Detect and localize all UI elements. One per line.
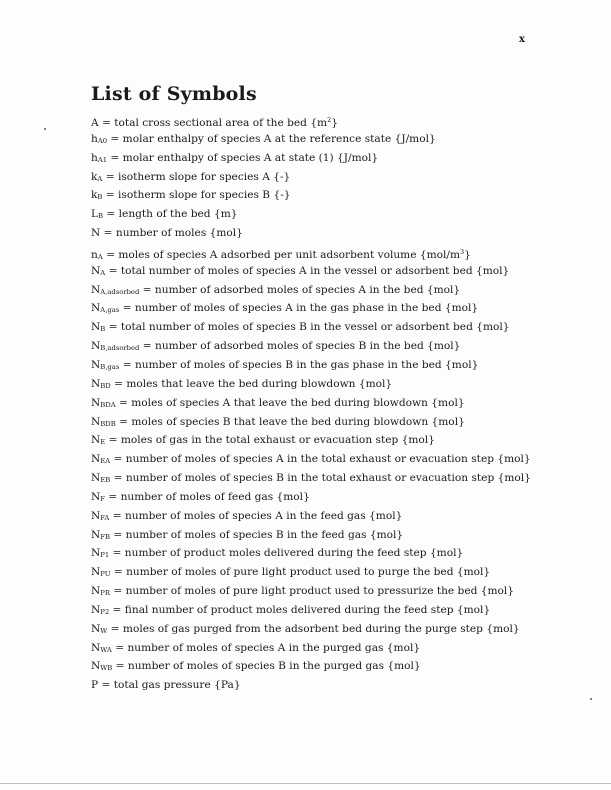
symbol-entry (91, 413, 596, 432)
symbol-entry (91, 149, 596, 168)
symbol-subscript: BD (100, 381, 111, 390)
symbol-base: A (91, 117, 99, 129)
symbol-definition (109, 604, 490, 616)
symbol-definition (110, 566, 490, 578)
symbol-base: N (91, 396, 101, 409)
symbol-notation (91, 453, 110, 465)
definition-text: = number of moles of species A in the total exhaust or evacuation step {mol} (110, 453, 531, 466)
symbol-notation (91, 416, 116, 428)
symbol-definition (105, 265, 509, 277)
bottom-rule (0, 783, 611, 784)
definition-text: = moles of species A adsorbed per unit adsorbent volume {mol/m (102, 248, 461, 261)
symbol-entry (91, 186, 596, 205)
definition-text-end: } (331, 117, 338, 129)
symbol-entry (91, 281, 596, 300)
symbol-definition (107, 152, 378, 164)
definition-text: = moles of species B that leave the bed during blowdown {mol} (115, 415, 465, 428)
symbol-notation (91, 660, 112, 672)
symbol-definition (107, 623, 519, 635)
definition-text: = number of moles of feed gas {mol} (105, 490, 310, 503)
symbol-entry (91, 243, 596, 262)
definition-text: = total number of moles of species A in the vessel or adsorbent bed {mol} (105, 264, 510, 277)
symbol-base: N (91, 585, 101, 598)
symbol-definition (110, 585, 514, 597)
symbol-notation (91, 265, 105, 277)
symbol-subscript: A (100, 268, 106, 277)
symbol-definition (103, 249, 471, 261)
symbol-notation (91, 208, 103, 220)
symbol-entry (91, 544, 596, 563)
symbol-notation (91, 340, 139, 352)
definition-text: = moles of gas in the total exhaust or evacuation step {mol} (105, 434, 435, 447)
symbol-base: N (91, 453, 101, 466)
symbol-notation (91, 321, 105, 333)
symbol-notation (91, 189, 102, 201)
unit-exponent: 2 (327, 116, 332, 124)
symbol-entry (91, 431, 596, 450)
symbol-definition (110, 529, 403, 541)
scan-speck (44, 128, 46, 130)
symbol-definition (112, 642, 420, 654)
symbol-notation (91, 171, 102, 183)
definition-text: = isotherm slope for species B {-} (102, 189, 291, 202)
symbol-subscript: B,gas (100, 362, 120, 371)
symbol-list (91, 111, 596, 695)
symbol-base: N (91, 528, 101, 541)
symbol-entry (91, 582, 596, 601)
symbol-subscript: BDB (100, 419, 116, 428)
symbol-base: N (91, 472, 101, 485)
symbol-base: N (91, 603, 101, 616)
symbol-definition (116, 416, 465, 428)
symbol-subscript: F (100, 494, 105, 503)
symbol-subscript: B (97, 193, 103, 202)
symbol-subscript: B (100, 325, 106, 334)
symbol-base: N (91, 622, 101, 635)
symbol-subscript: PR (100, 589, 110, 598)
symbol-base: k (91, 170, 98, 183)
symbol-notation (91, 152, 107, 164)
symbol-definition (105, 491, 310, 503)
definition-text: = moles that leave the bed during blowdown {mol} (110, 377, 393, 390)
symbol-base: N (91, 509, 101, 522)
unit-exponent: 3 (460, 247, 465, 256)
symbol-entry (91, 639, 596, 658)
symbol-entry (91, 262, 596, 281)
symbol-subscript: A,adsorbed (100, 287, 140, 296)
symbol-entry (91, 601, 596, 620)
symbol-entry (91, 394, 596, 413)
definition-text: = molar enthalpy of species A at the reference state {J/mol} (107, 132, 436, 145)
symbol-notation (91, 566, 110, 578)
symbol-base: P (91, 679, 99, 692)
symbol-definition (110, 453, 531, 465)
symbol-notation (91, 397, 116, 409)
symbol-notation (91, 623, 107, 635)
symbol-base: h (91, 132, 98, 145)
symbol-entry (91, 337, 596, 356)
symbol-definition (100, 227, 243, 239)
symbol-subscript: B (98, 212, 104, 221)
definition-text-end: } (464, 248, 471, 261)
definition-text: = number of moles of pure light product used to purge the bed {mol} (110, 566, 491, 579)
symbol-entry (91, 224, 596, 243)
symbol-subscript: W (100, 626, 108, 635)
symbol-notation (91, 510, 109, 522)
symbol-entry (91, 168, 596, 187)
symbol-definition (102, 189, 290, 201)
symbol-base: k (91, 189, 98, 202)
symbol-definition (139, 340, 460, 352)
symbol-entry (91, 356, 596, 375)
definition-text: = number of product moles delivered during the feed step {mol} (109, 547, 464, 560)
definition-text: = number of adsorbed moles of species B in the bed {mol} (139, 340, 461, 353)
symbol-notation (91, 378, 111, 390)
symbol-base: h (91, 151, 98, 164)
symbol-definition (116, 397, 465, 409)
symbol-definition (119, 302, 478, 314)
symbol-entry (91, 299, 596, 318)
symbol-base: N (91, 490, 101, 503)
symbol-notation (91, 359, 119, 371)
definition-text: = number of moles of species B in the gas phase in the bed {mol} (119, 358, 479, 371)
symbol-subscript: A0 (97, 136, 108, 145)
symbol-definition (103, 208, 237, 220)
page-number: x (519, 34, 525, 45)
symbol-entry (91, 205, 596, 224)
symbol-definition (99, 117, 338, 129)
symbol-base: N (91, 547, 101, 560)
scan-speck (590, 698, 592, 700)
symbol-definition (107, 133, 436, 145)
symbol-notation (91, 491, 105, 503)
definition-text: = number of moles of species B in the feed gas {mol} (110, 528, 404, 541)
symbol-notation (91, 642, 112, 654)
symbol-entry (91, 526, 596, 545)
symbol-base: N (91, 434, 101, 447)
definition-text: = number of moles of pure light product used to pressurize the bed {mol} (109, 585, 515, 598)
symbol-subscript: A (97, 174, 103, 183)
symbol-base: n (91, 248, 98, 261)
symbol-notation (91, 529, 110, 541)
symbol-definition (109, 547, 463, 559)
symbol-entry (91, 620, 596, 639)
definition-text: = isotherm slope for species A {-} (102, 170, 291, 183)
symbol-definition (109, 510, 402, 522)
definition-text: = number of moles of species B in the total exhaust or evacuation step {mol} (110, 472, 531, 485)
symbol-base: N (91, 660, 101, 673)
symbol-subscript: A (97, 252, 103, 261)
symbol-subscript: A,gas (100, 306, 120, 315)
symbol-entry (91, 130, 596, 149)
symbol-base: N (91, 358, 101, 371)
symbol-notation (91, 227, 100, 239)
symbol-base: N (91, 566, 101, 579)
symbol-subscript: BDA (100, 400, 116, 409)
symbol-subscript: P1 (100, 551, 110, 560)
symbol-notation (91, 547, 109, 559)
definition-text: = molar enthalpy of species A at state (1) {J/mol} (107, 151, 379, 164)
symbol-base: N (91, 377, 101, 390)
symbol-notation (91, 585, 110, 597)
definition-text: = final number of product moles delivered during the feed step {mol} (109, 603, 491, 616)
symbol-subscript: A1 (97, 155, 108, 164)
symbol-subscript: E (100, 438, 106, 447)
symbol-entry (91, 488, 596, 507)
symbol-base: N (91, 340, 101, 353)
symbol-subscript: B,adsorbed (100, 344, 140, 353)
symbol-base: N (91, 415, 101, 428)
symbol-entry (91, 450, 596, 469)
symbol-notation (91, 302, 119, 314)
symbol-entry (91, 111, 596, 130)
symbol-notation (91, 249, 103, 261)
symbol-base: N (91, 321, 101, 334)
symbol-definition (119, 359, 478, 371)
symbol-entry (91, 676, 596, 695)
symbol-subscript: FA (100, 513, 110, 522)
definition-text: = total number of moles of species B in the vessel or adsorbent bed {mol} (105, 321, 510, 334)
symbol-base: L (91, 208, 99, 221)
symbol-definition (105, 321, 509, 333)
symbol-entry (91, 469, 596, 488)
symbol-definition (112, 660, 420, 672)
symbol-base: N (91, 302, 101, 315)
definition-text: = total gas pressure {Pa} (98, 679, 241, 692)
symbol-definition (110, 472, 531, 484)
definition-text: = number of moles of species A in the gas phase in the bed {mol} (119, 302, 479, 315)
symbol-notation (91, 133, 107, 145)
symbol-subscript: FB (100, 532, 110, 541)
symbol-entry (91, 657, 596, 676)
symbol-definition (102, 171, 290, 183)
symbol-notation (91, 284, 139, 296)
symbol-entry (91, 318, 596, 337)
definition-text: = number of moles of species B in the purged gas {mol} (112, 660, 421, 673)
symbol-subscript: PU (100, 570, 111, 579)
symbol-subscript: WA (100, 645, 112, 654)
symbol-base: N (91, 264, 101, 277)
definition-text: = number of moles of species A in the purged gas {mol} (111, 641, 421, 654)
definition-text: = total cross sectional area of the bed {m (98, 117, 328, 129)
symbol-entry (91, 563, 596, 582)
definition-text: = moles of gas purged from the adsorbent bed during the purge step {mol} (107, 622, 520, 635)
symbol-base: N (91, 283, 101, 296)
definition-text: = number of adsorbed moles of species A in the bed {mol} (139, 283, 461, 296)
page-title: List of Symbols (91, 83, 257, 105)
symbol-entry (91, 507, 596, 526)
symbol-subscript: P2 (100, 607, 110, 616)
symbol-definition (105, 434, 435, 446)
symbol-notation (91, 434, 105, 446)
symbol-notation (91, 604, 109, 616)
symbol-subscript: WB (100, 664, 113, 673)
symbol-subscript: EA (100, 457, 111, 466)
definition-text: = moles of species A that leave the bed during blowdown {mol} (115, 396, 465, 409)
symbol-definition (111, 378, 392, 390)
symbol-definition (139, 284, 460, 296)
symbol-base: N (91, 227, 101, 240)
definition-text: = length of the bed {m} (103, 208, 238, 221)
symbol-entry (91, 375, 596, 394)
definition-text: = number of moles {mol} (100, 227, 243, 240)
symbol-base: N (91, 641, 101, 654)
symbol-definition (98, 679, 240, 691)
symbol-subscript: EB (100, 476, 111, 485)
symbol-notation (91, 472, 110, 484)
definition-text: = number of moles of species A in the feed gas {mol} (109, 509, 403, 522)
symbol-notation (91, 117, 99, 129)
